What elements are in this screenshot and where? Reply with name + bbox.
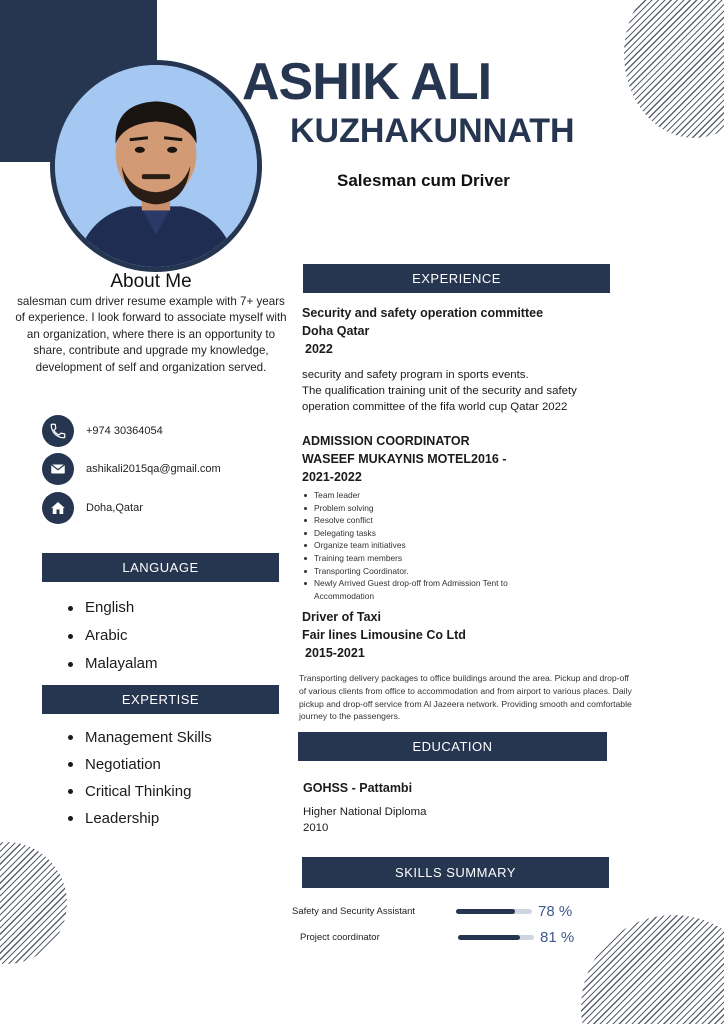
email-address: ashikali2015qa@gmail.com bbox=[86, 463, 221, 475]
job-title-3: Driver of Taxi bbox=[302, 610, 381, 624]
skill-percent: 81 % bbox=[540, 929, 575, 946]
job-company-1: Doha Qatar bbox=[302, 324, 370, 338]
contact-location-row bbox=[42, 492, 143, 524]
person-illustration-icon bbox=[55, 65, 257, 267]
job-years-3: 2015-2021 bbox=[305, 646, 365, 660]
list-item: Delegating tasks bbox=[304, 527, 564, 540]
contact-email-row bbox=[42, 453, 221, 485]
job-description-line: security and safety program in sports events. bbox=[302, 369, 529, 381]
job-years-1: 2022 bbox=[305, 342, 333, 356]
list-item: Training team members bbox=[304, 552, 564, 565]
name-second-line: KUZHAKUNNATH bbox=[290, 112, 575, 150]
experience-heading: EXPERIENCE bbox=[303, 264, 610, 293]
expertise-heading: EXPERTISE bbox=[42, 685, 279, 714]
job-title-2: ADMISSION COORDINATOR bbox=[302, 434, 470, 448]
education-heading: EDUCATION bbox=[298, 732, 607, 761]
list-item: Management Skills bbox=[68, 724, 212, 751]
home-icon bbox=[42, 492, 74, 524]
skill-percent: 78 % bbox=[538, 903, 573, 920]
list-item: Negotiation bbox=[68, 751, 212, 778]
education-year: 2010 bbox=[303, 822, 329, 834]
expertise-list bbox=[68, 724, 212, 832]
location: Doha,Qatar bbox=[86, 502, 143, 514]
list-item: Leadership bbox=[68, 805, 212, 832]
list-item: Newly Arrived Guest drop-off from Admission Tent to Accommodation bbox=[304, 577, 564, 602]
task-list bbox=[304, 489, 564, 602]
skill-bar bbox=[458, 935, 534, 940]
profile-photo bbox=[50, 60, 262, 272]
phone-icon bbox=[42, 415, 74, 447]
list-item: Team leader bbox=[304, 489, 564, 502]
list-item: Arabic bbox=[68, 622, 158, 650]
phone-number: +974 30364054 bbox=[86, 425, 163, 437]
list-item: Critical Thinking bbox=[68, 778, 212, 805]
skill-name: Safety and Security Assistant bbox=[292, 906, 416, 917]
language-list bbox=[68, 594, 158, 678]
job-title-1: Security and safety operation committee bbox=[302, 306, 544, 320]
list-item: English bbox=[68, 594, 158, 622]
skills-summary-heading: SKILLS SUMMARY bbox=[302, 857, 609, 888]
list-item: Transporting Coordinator. bbox=[304, 565, 564, 578]
job-title: Salesman cum Driver bbox=[337, 171, 510, 190]
striped-circle-decoration bbox=[624, 0, 724, 138]
job-description-line: The qualification training unit of the security and safety bbox=[302, 385, 577, 397]
contact-phone-row bbox=[42, 415, 163, 447]
language-heading: LANGUAGE bbox=[42, 553, 279, 582]
job-company-3: Fair lines Limousine Co Ltd bbox=[302, 628, 466, 642]
list-item: Resolve conflict bbox=[304, 514, 564, 527]
job-description: Transporting delivery packages to office buildings around the area. Pickup and drop-off of various clients from office to accommodation and from airport to various places. Daily pickup and drop-off service from Al Jazeera network. Providing smooth and comfortable journey to the passengers. bbox=[299, 673, 632, 722]
skill-bar-fill bbox=[458, 935, 520, 940]
about-heading: About Me bbox=[110, 271, 192, 292]
striped-circle-decoration bbox=[581, 915, 724, 1024]
about-text: salesman cum driver resume example with 7+ years of experience. I look forward to associate myself with an organization, where there is an opportunity to share, contribute and upgrade my knowledge, development of self and organization served. bbox=[15, 295, 287, 374]
name-first-line: ASHIK ALI bbox=[242, 53, 492, 111]
job-years-2: 2021-2022 bbox=[302, 470, 362, 484]
list-item: Organize team initiatives bbox=[304, 539, 564, 552]
job-description-line: operation committee of the fifa world cup Qatar 2022 bbox=[302, 401, 568, 413]
list-item: Malayalam bbox=[68, 650, 158, 678]
skill-bar bbox=[456, 909, 532, 914]
list-item: Problem solving bbox=[304, 502, 564, 515]
skill-name: Project coordinator bbox=[300, 932, 380, 943]
skill-bar-fill bbox=[456, 909, 515, 914]
education-school: GOHSS - Pattambi bbox=[303, 781, 413, 795]
striped-circle-decoration bbox=[0, 842, 67, 964]
envelope-icon bbox=[42, 453, 74, 485]
education-degree: Higher National Diploma bbox=[303, 806, 427, 818]
job-company-2: WASEEF MUKAYNIS MOTEL2016 - bbox=[302, 452, 507, 466]
